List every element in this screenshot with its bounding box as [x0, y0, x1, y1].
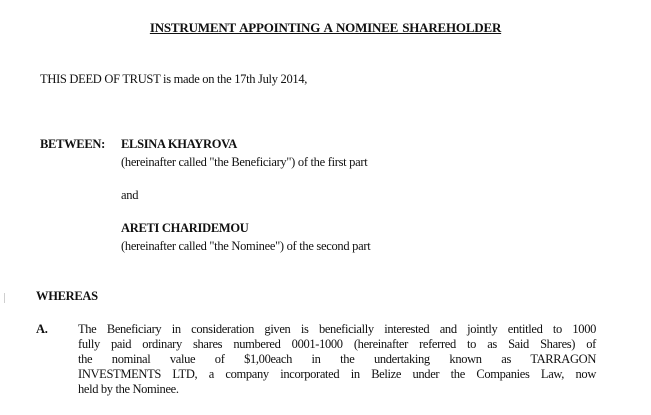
margin-mark: [4, 293, 5, 303]
party1-name: ELSINA KHAYROVA: [121, 137, 238, 151]
deed-line: [40, 72, 307, 87]
and-connector: and: [121, 188, 139, 202]
clause-a-label: A.: [36, 322, 48, 336]
party2-description: (hereinafter called "the Nominee") of the second part: [121, 239, 371, 253]
document-title: INSTRUMENT APPOINTING A NOMINEE SHAREHOLDER: [149, 20, 502, 35]
clause-a-line: fully paid ordinary shares numbered 0001-1000 (hereinafter referred to as Said Shares) of: [78, 337, 596, 351]
clause-a-text: [78, 322, 596, 397]
clause-a-line: held by the Nominee.: [78, 382, 179, 396]
whereas-heading: WHEREAS: [36, 289, 98, 303]
party2-name: ARETI CHARIDEMOU: [121, 221, 249, 235]
deed-line-text: THIS DEED OF TRUST is made on the 17th July 2014,: [40, 72, 308, 86]
clause-a-line: INVESTMENTS LTD, a company incorporated in Belize under the Companies Law, now: [78, 367, 596, 381]
party1-description: (hereinafter called "the Beneficiary") of the first part: [121, 155, 368, 169]
between-label: BETWEEN:: [40, 137, 105, 151]
clause-a-line: The Beneficiary in consideration given is beneficially interested and jointly entitled to 1000: [78, 322, 596, 336]
clause-a-line: the nominal value of $1,00each in the undertaking known as TARRAGON: [78, 352, 596, 366]
